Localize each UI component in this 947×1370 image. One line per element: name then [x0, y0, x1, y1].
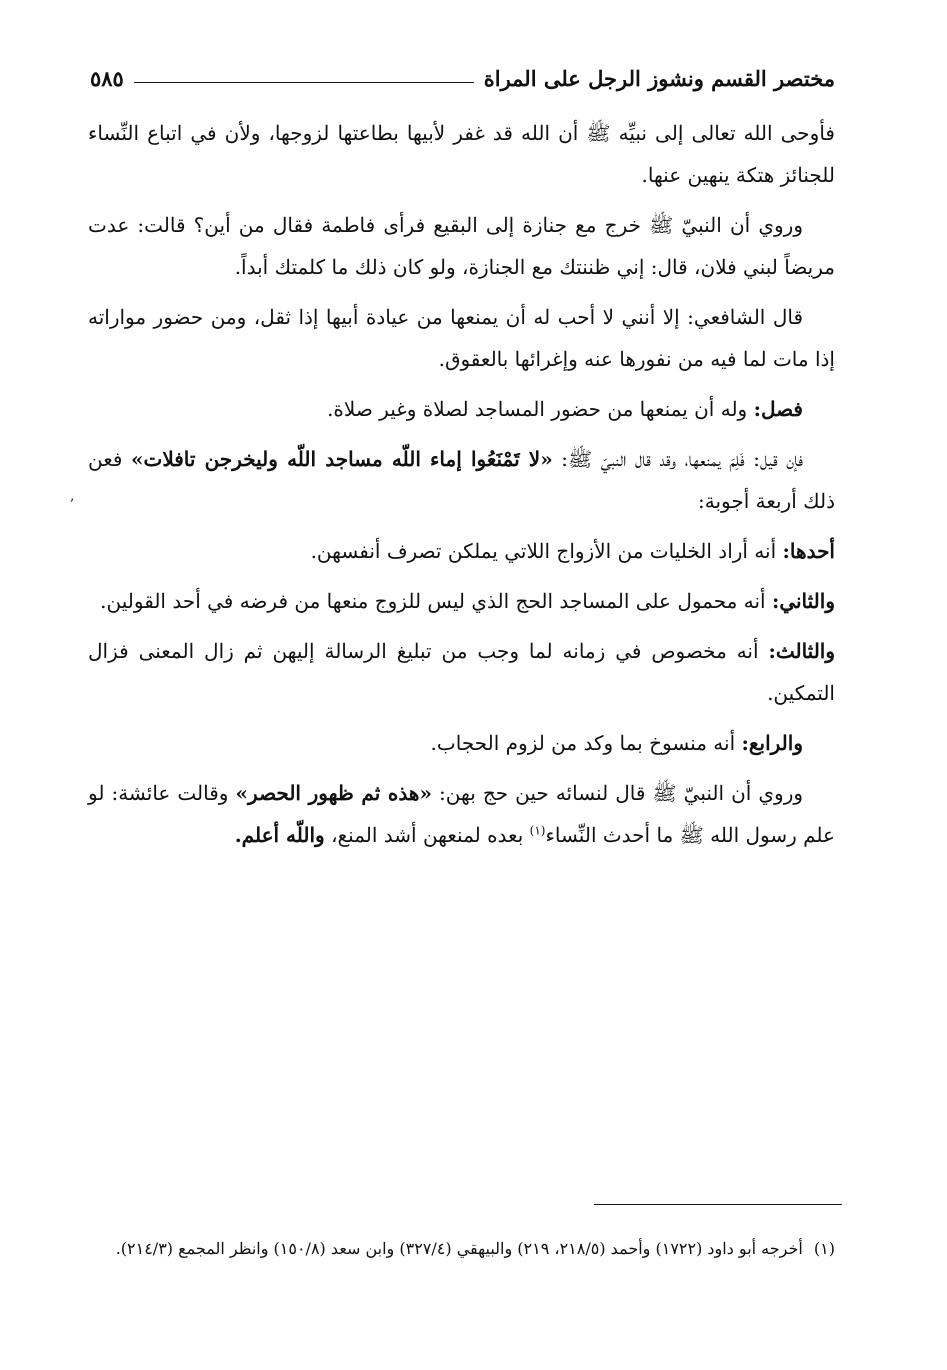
paragraph-text: فأوحى الله تعالى إلى نبيِّه ﷺ أن الله قد غفر لأبيها بطاعتها لزوجها، ولأن في اتباع النِّساء للجنائز هتكة ينهين عنها. — [88, 121, 835, 187]
footnote-number: (١) — [813, 1239, 835, 1258]
main-text — [88, 112, 835, 864]
header-rule — [134, 82, 474, 83]
print-speck: , — [70, 488, 75, 504]
hadith-quote: «هذه ثم ظهور الحصر» — [235, 781, 432, 805]
answer-label: والثاني: — [771, 589, 835, 613]
answer-label: أحدها: — [782, 539, 835, 563]
answer-text: أنه مخصوص في زمانه لما وجب من تبليغ الرسالة إليهن ثم زال المعنى فزال التمكين. — [88, 639, 835, 705]
running-header — [90, 60, 835, 96]
answer-text: أنه أراد الخليات من الأزواج اللاتي يملكن تصرف أنفسهن. — [310, 539, 777, 563]
footnotes-section — [88, 1234, 835, 1264]
paragraph-text: فعن ذلك أربعة أجوبة: — [88, 447, 835, 513]
paragraph-text: وروي أن النبيّ ﷺ قال لنسائه حين حج بهن: — [439, 781, 804, 805]
closing-phrase: واللّه أعلم. — [234, 823, 325, 847]
answer-text: أنه منسوخ بما وكد من لزوم الحجاب. — [430, 731, 736, 755]
paragraph-section — [88, 388, 835, 430]
section-heading: فصل: — [753, 397, 803, 421]
answer-label: والرابع: — [741, 731, 803, 755]
footnote — [88, 1234, 835, 1264]
answer-item — [88, 630, 835, 714]
paragraph-text: فإن قيل: فَلِمَ يمنعها، وقد قال النبيّ ﷺ: — [561, 447, 803, 471]
paragraph-text: وقالت عائشة: لو علم رسول الله ﷺ ما أحدث النِّساء — [88, 781, 835, 847]
footnote-separator — [594, 1204, 842, 1205]
answer-item — [88, 530, 835, 572]
answer-item — [88, 580, 835, 622]
answer-text: أنه محمول على المساجد الحج الذي ليس للزوج منعها من فرضه في أحد القولين. — [100, 589, 766, 613]
paragraph — [88, 296, 835, 380]
hadith-quote: «لا تَمْنَعُوا إماء اللّه مساجد اللّه وليخرجن تافلات» — [130, 447, 553, 471]
paragraph-text: وله أن يمنعها من حضور المساجد لصلاة وغير صلاة. — [327, 397, 748, 421]
chapter-title: مختصر القسم ونشوز الرجل على المراة — [483, 65, 835, 91]
paragraph — [88, 772, 835, 856]
paragraph-text: قال الشافعي: إلا أنني لا أحب له أن يمنعها من عيادة أبيها إذا ثقل، ومن حضور مواراته إذا مات لما فيه من نفورها عنه وإغرائها بالعقوق. — [88, 305, 835, 371]
answer-label: والثالث: — [768, 639, 836, 663]
paragraph-text: بعده لمنعهن أشد المنع، — [331, 823, 524, 847]
paragraph — [88, 438, 835, 522]
answer-item — [88, 722, 835, 764]
paragraph — [88, 204, 835, 288]
footnote-text: أخرجه أبو داود (١٧٢٢) وأحمد (٢١٨/٥، ٢١٩) والبيهقي (٣٢٧/٤) وابن سعد (١٥٠/٨) وانظر المجمع (٢١٤/٣). — [115, 1239, 803, 1258]
footnote-reference[interactable]: (١) — [529, 823, 546, 838]
page-number: ٥٨٥ — [90, 65, 124, 91]
paragraph-text: وروي أن النبيّ ﷺ خرج مع جنازة إلى البقيع فرأى فاطمة فقال من أين؟ قالت: عدت مريضاً لبني فلان، قال: إني ظننتك مع الجنازة، ولو كان ذلك ما كلمتك أبداً. — [88, 213, 835, 279]
paragraph — [88, 112, 835, 196]
